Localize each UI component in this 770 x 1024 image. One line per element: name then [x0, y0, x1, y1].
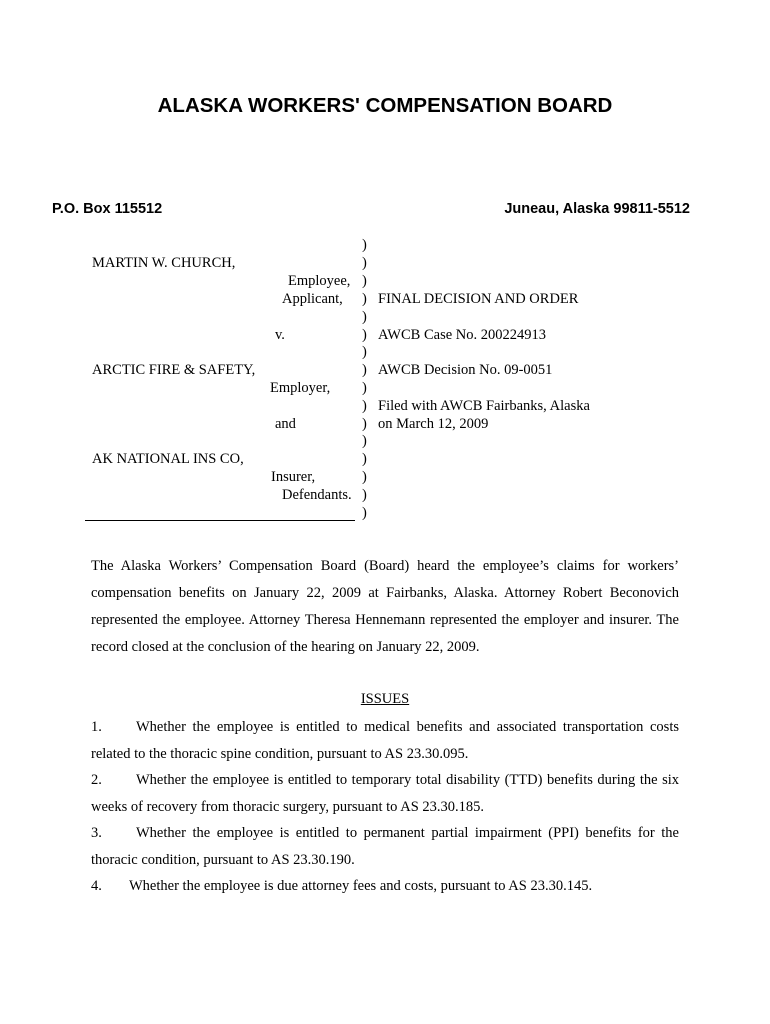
decision-title: FINAL DECISION AND ORDER	[378, 291, 579, 307]
defendants-role: Defendants.	[282, 487, 352, 503]
employer-name: ARCTIC FIRE & SAFETY,	[92, 362, 256, 378]
issue-item	[91, 767, 679, 821]
caption-paren: )	[362, 451, 367, 467]
issue-text: Whether the employee is due attorney fees and costs, pursuant to AS 23.30.145.	[129, 878, 593, 894]
caption-paren: )	[362, 291, 367, 307]
caption-paren: )	[362, 344, 367, 360]
board-title: ALASKA WORKERS' COMPENSATION BOARD	[157, 94, 613, 117]
caption-paren: )	[362, 255, 367, 271]
decision-number: AWCB Decision No. 09-0051	[378, 362, 553, 378]
issue-item	[91, 820, 679, 874]
caption-paren: )	[362, 309, 367, 325]
issue-item	[91, 873, 679, 900]
case-number: AWCB Case No. 200224913	[378, 327, 546, 343]
city-address: Juneau, Alaska 99811-5512	[504, 201, 690, 217]
caption-paren: )	[362, 505, 367, 521]
issue-text: Whether the employee is entitled to permanent partial impairment (PPI) benefits for the thoracic condition, pursuant to AS 23.30.190.	[91, 825, 679, 868]
issue-number: 3.	[91, 825, 102, 841]
versus: v.	[275, 327, 285, 343]
employer-role: Employer,	[270, 380, 331, 396]
caption-paren: )	[362, 487, 367, 503]
insurer-name: AK NATIONAL INS CO,	[92, 451, 244, 467]
intro-paragraph: The Alaska Workers’ Compensation Board (Board) heard the employee’s claims for workers’ compensation benefits on January 22, 2009 at Fairbanks, Alaska. Attorney Robert Beconovich represented the employee. Attorney Theresa Hennemann represented the employer and insurer. The record closed at the conclusion of the hearing on January 22, 2009.	[91, 558, 679, 655]
issue-number: 2.	[91, 772, 102, 788]
employee-name: MARTIN W. CHURCH,	[92, 255, 236, 271]
caption-paren: )	[362, 416, 367, 432]
caption-paren: )	[362, 469, 367, 485]
caption-paren: )	[362, 237, 367, 253]
issue-text: Whether the employee is entitled to medical benefits and associated transportation costs related to the thoracic spine condition, pursuant to AS 23.30.095.	[91, 719, 679, 762]
caption-paren: )	[362, 362, 367, 378]
and-connector: and	[275, 416, 296, 432]
issue-number: 1.	[91, 719, 102, 735]
caption-underline	[85, 520, 355, 521]
caption-paren: )	[362, 398, 367, 414]
insurer-role: Insurer,	[271, 469, 316, 485]
caption-paren: )	[362, 380, 367, 396]
applicant-role: Applicant,	[282, 291, 343, 307]
filed-line-1: Filed with AWCB Fairbanks, Alaska	[378, 398, 590, 414]
issue-text: Whether the employee is entitled to temporary total disability (TTD) benefits during the six weeks of recovery from thoracic surgery, pursuant to AS 23.30.185.	[91, 772, 679, 815]
filed-line-2: on March 12, 2009	[378, 416, 489, 432]
employee-role: Employee,	[288, 273, 351, 289]
issue-item	[91, 714, 679, 768]
issue-number: 4.	[91, 878, 102, 894]
po-box: P.O. Box 115512	[52, 201, 163, 217]
caption-paren: )	[362, 433, 367, 449]
caption-paren: )	[362, 273, 367, 289]
caption-paren: )	[362, 327, 367, 343]
issues-heading: ISSUES	[360, 691, 410, 707]
